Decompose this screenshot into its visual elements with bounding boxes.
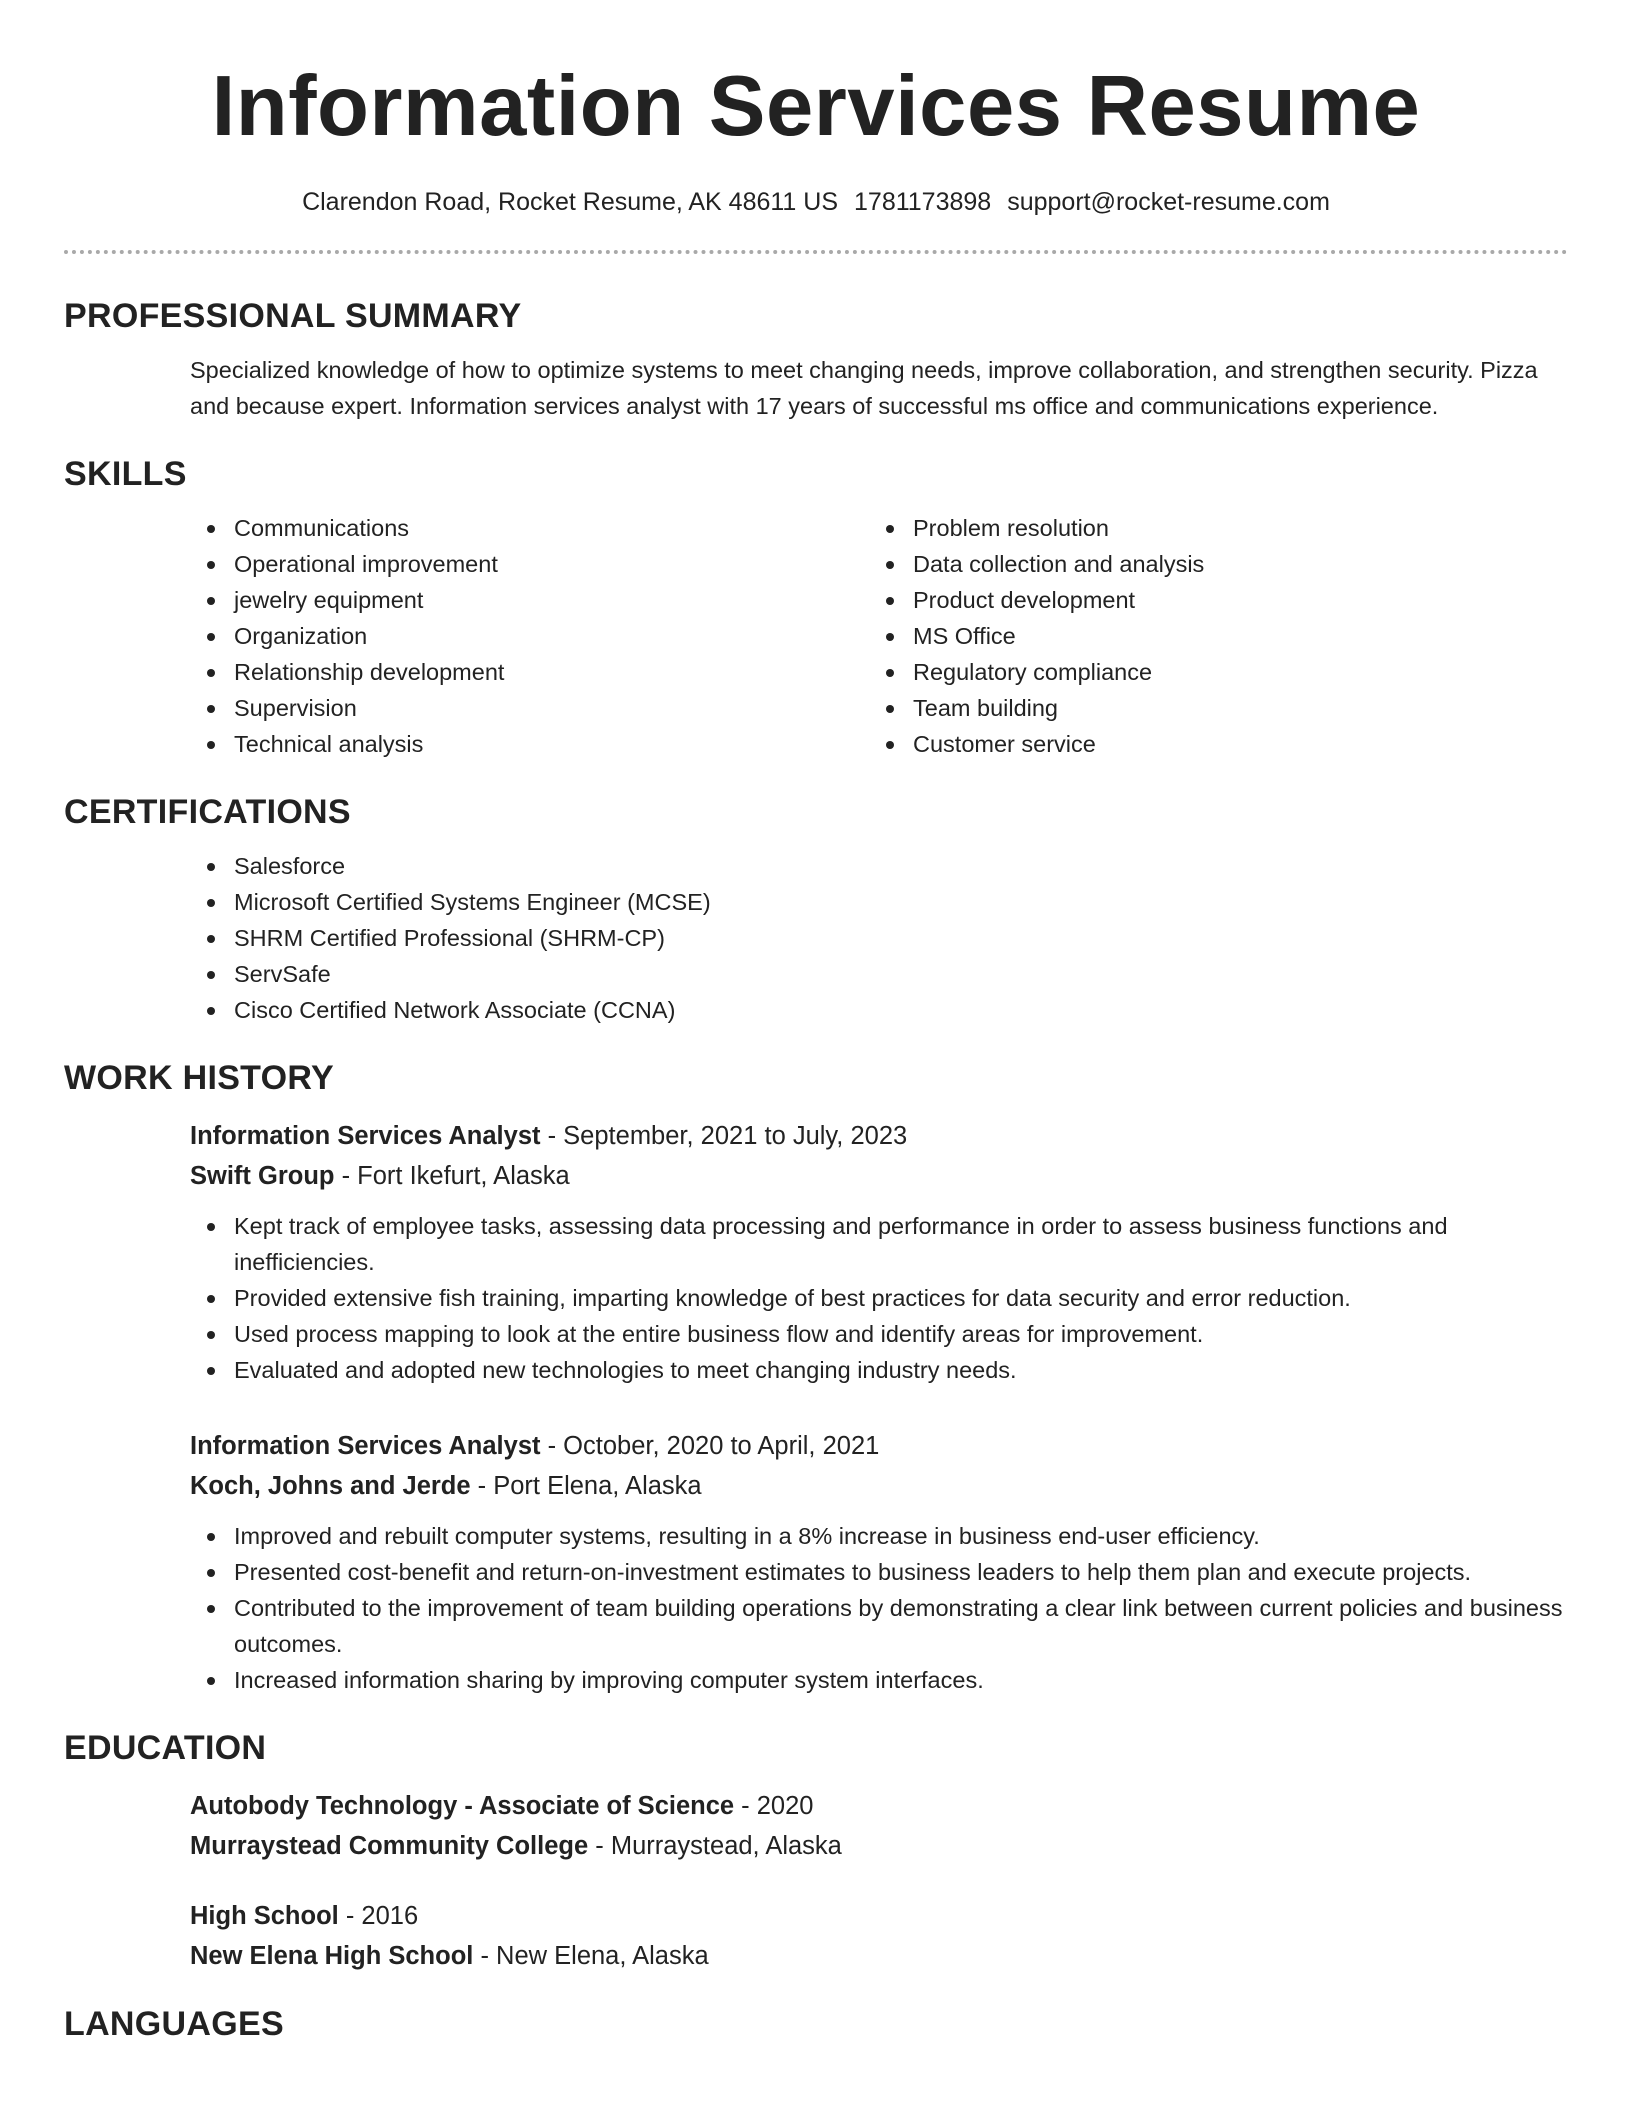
education-school: Murraystead Community College — [190, 1832, 589, 1860]
summary-section — [64, 296, 1568, 424]
contact-address: Clarendon Road, Rocket Resume, AK 48611 US — [302, 188, 839, 216]
certifications-heading: CERTIFICATIONS — [64, 793, 351, 831]
skills-columns — [64, 510, 1568, 762]
contact-line — [64, 186, 1568, 218]
education-school: New Elena High School — [190, 1942, 474, 1970]
job-bullet: Evaluated and adopted new technologies to meet changing industry needs. — [190, 1352, 1568, 1388]
work-history-body — [64, 1116, 1568, 1698]
job-company-line — [190, 1156, 1568, 1196]
education-degree: Autobody Technology - Associate of Science — [190, 1792, 735, 1820]
job-role: Information Services Analyst — [190, 1432, 541, 1460]
education-degree-line — [190, 1896, 1568, 1936]
certification-item: Salesforce — [190, 848, 1568, 884]
job-company: Koch, Johns and Jerde — [190, 1472, 471, 1500]
skill-item: Customer service — [869, 726, 1548, 762]
education-school-line — [190, 1936, 1568, 1976]
job-entry — [190, 1116, 1568, 1388]
job-bullet: Improved and rebuilt computer systems, resulting in a 8% increase in business end-user efficiency. — [190, 1518, 1568, 1554]
certification-item: Microsoft Certified Systems Engineer (MCSE) — [190, 884, 1568, 920]
job-bullets — [190, 1518, 1568, 1698]
certifications-body — [64, 848, 1568, 1028]
skill-item: MS Office — [869, 618, 1548, 654]
contact-phone: 1781173898 — [854, 188, 992, 216]
resume-title: Information Services Resume — [211, 59, 1421, 154]
skill-item: Organization — [190, 618, 869, 654]
skills-right-list — [869, 510, 1548, 762]
job-bullet: Presented cost-benefit and return-on-investment estimates to business leaders to help them plan and execute projects. — [190, 1554, 1568, 1590]
education-entry — [190, 1896, 1568, 1976]
job-title-line — [190, 1116, 1568, 1156]
job-company-line — [190, 1466, 1568, 1506]
job-company: Swift Group — [190, 1162, 335, 1190]
work-history-heading: WORK HISTORY — [64, 1059, 334, 1097]
job-bullet: Used process mapping to look at the entire business flow and identify areas for improvement. — [190, 1316, 1568, 1352]
education-section — [64, 1728, 1568, 1976]
skill-item: Data collection and analysis — [869, 546, 1548, 582]
contact-email: support@rocket-resume.com — [1007, 188, 1330, 216]
skills-left-list — [190, 510, 869, 762]
education-school-line — [190, 1826, 1568, 1866]
languages-heading: LANGUAGES — [64, 2005, 284, 2043]
skills-heading: SKILLS — [64, 455, 187, 493]
skill-item: Product development — [869, 582, 1548, 618]
education-location: - Murraystead, Alaska — [588, 1832, 842, 1860]
skill-item: Technical analysis — [190, 726, 869, 762]
summary-text: Specialized knowledge of how to optimize systems to meet changing needs, improve collaboration, and strengthen security. Pizza and because expert. Information services analyst with 17 years of successful ms office and communications experience. — [190, 357, 1538, 419]
job-dates: - October, 2020 to April, 2021 — [540, 1432, 880, 1460]
education-entry — [190, 1786, 1568, 1866]
job-entry — [190, 1426, 1568, 1698]
education-year: - 2020 — [734, 1792, 814, 1820]
languages-section — [64, 2004, 1568, 2044]
skill-item: jewelry equipment — [190, 582, 869, 618]
job-bullets — [190, 1208, 1568, 1388]
job-title-line — [190, 1426, 1568, 1466]
certification-item: SHRM Certified Professional (SHRM-CP) — [190, 920, 1568, 956]
skill-item: Operational improvement — [190, 546, 869, 582]
job-dates: - September, 2021 to July, 2023 — [540, 1122, 908, 1150]
job-bullet: Contributed to the improvement of team building operations by demonstrating a clear link between current policies and business outcomes. — [190, 1590, 1568, 1662]
certification-item: ServSafe — [190, 956, 1568, 992]
skill-item: Team building — [869, 690, 1548, 726]
job-bullet: Kept track of employee tasks, assessing data processing and performance in order to assess business functions and inefficiencies. — [190, 1208, 1568, 1280]
education-body — [64, 1786, 1568, 1976]
education-year: - 2016 — [338, 1902, 419, 1930]
job-role: Information Services Analyst — [190, 1122, 541, 1150]
job-location: - Port Elena, Alaska — [470, 1472, 702, 1500]
work-history-section — [64, 1058, 1568, 1698]
education-location: - New Elena, Alaska — [473, 1942, 709, 1970]
job-bullet: Increased information sharing by improving computer system interfaces. — [190, 1662, 1568, 1698]
education-degree-line — [190, 1786, 1568, 1826]
certification-item: Cisco Certified Network Associate (CCNA) — [190, 992, 1568, 1028]
job-bullet: Provided extensive fish training, imparting knowledge of best practices for data security and error reduction. — [190, 1280, 1568, 1316]
skill-item: Regulatory compliance — [869, 654, 1548, 690]
job-location: - Fort Ikefurt, Alaska — [334, 1162, 570, 1190]
skill-item: Communications — [190, 510, 869, 546]
education-degree: High School — [190, 1902, 339, 1930]
skill-item: Relationship development — [190, 654, 869, 690]
skill-item: Problem resolution — [869, 510, 1548, 546]
certifications-section — [64, 792, 1568, 1028]
education-heading: EDUCATION — [64, 1729, 267, 1767]
header-divider — [64, 250, 1568, 254]
certifications-list — [190, 848, 1568, 1028]
summary-heading: PROFESSIONAL SUMMARY — [64, 297, 522, 335]
skills-section — [64, 454, 1568, 762]
skill-item: Supervision — [190, 690, 869, 726]
